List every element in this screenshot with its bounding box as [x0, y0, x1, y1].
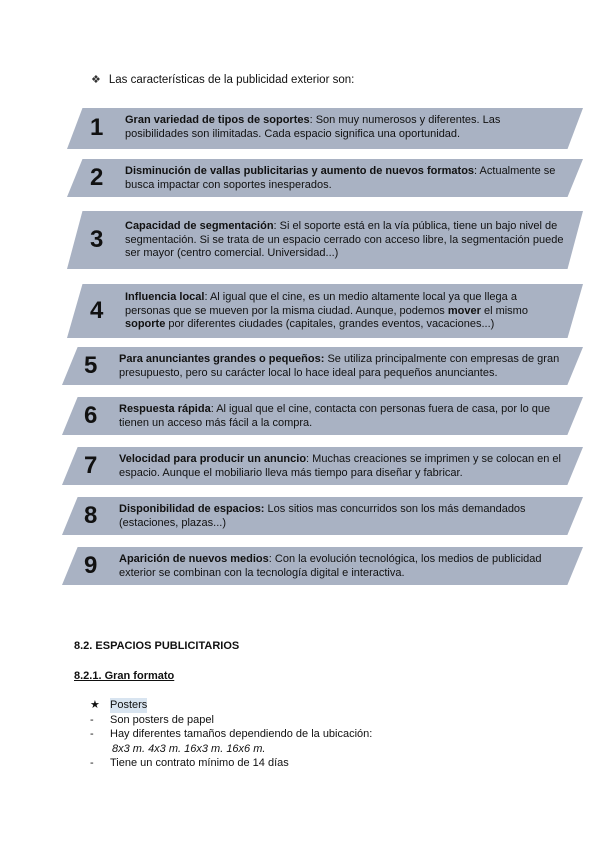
- feature-text-7: Velocidad para producir un anuncio: Muchas creaciones se imprimen y se colocan en el espacio. Aunque el mobiliario lleva más tiempo para diseñar y fabricar.: [119, 453, 561, 479]
- star-icon: ★: [90, 699, 100, 711]
- feature-number-5: 5: [84, 352, 98, 379]
- dash-bullet: -: [90, 757, 94, 769]
- feature-text-2: Disminución de vallas publicitarias y aumento de nuevos formatos: Actualmente se busca impactar con soportes inesperados.: [125, 165, 556, 191]
- subsection-title: 8.2.1. Gran formato: [74, 670, 175, 682]
- intro-text: Las características de la publicidad exterior son:: [108, 73, 355, 86]
- feature-text-1: Gran variedad de tipos de soportes: Son muy numerosos y diferentes. Las posibilidades son ilimitadas. Cada espacio significa una oportunidad.: [125, 114, 501, 140]
- feature-title-4: Influencia local: [125, 291, 205, 303]
- feature-number-4: 4: [90, 297, 104, 324]
- list-item: [90, 713, 372, 728]
- feature-number-8: 8: [84, 502, 98, 529]
- feature-text-6: Respuesta rápida: Al igual que el cine, contacta con personas fuera de casa, por lo que tienen un acceso más fácil a la compra.: [119, 403, 551, 429]
- diamond-bullet-icon: ❖: [91, 74, 101, 86]
- dash-bullet: -: [90, 728, 94, 740]
- list-item: [90, 698, 372, 713]
- intro-line: [91, 73, 354, 86]
- feature-number-2: 2: [90, 164, 104, 191]
- list-item: [90, 756, 372, 771]
- feature-title-6: Respuesta rápida: [119, 403, 211, 415]
- list-item: [90, 727, 372, 742]
- feature-number-6: 6: [84, 402, 98, 429]
- feature-number-3: 3: [90, 226, 104, 253]
- feature-title-1: Gran variedad de tipos de soportes: [125, 114, 310, 126]
- list-line: Hay diferentes tamaños dependiendo de la ubicación:: [110, 728, 373, 740]
- feature-number-1: 1: [90, 114, 104, 141]
- feature-text-5: Para anunciantes grandes o pequeños: Se utiliza principalmente con empresas de gran presupuesto, pero su carácter local lo hace ideal para pequeños anunciantes.: [119, 353, 560, 379]
- list-line: Son posters de papel: [110, 713, 214, 726]
- posters-list: [90, 698, 372, 771]
- feature-text-9: Aparición de nuevos medios: Con la evolución tecnológica, los medios de publicidad exterior se combinan con la tecnología digital e interactiva.: [119, 553, 542, 579]
- feature-title-3: Capacidad de segmentación: [125, 220, 274, 232]
- feature-text-4: Influencia local: Al igual que el cine, es un medio altamente local ya que llega a personas que se mueven por la misma ciudad. Aunque, podemos mover el mismo soporte por diferentes ciudades (capitales, grandes eventos, vacaciones...): [125, 291, 528, 331]
- dash-bullet: -: [90, 713, 94, 726]
- feature-title-2: Disminución de vallas publicitarias y aumento de nuevos formatos: [125, 165, 475, 177]
- feature-text-8: Disponibilidad de espacios: Los sitios mas concurridos son los más demandados (estaciones, plazas...): [119, 503, 526, 529]
- feature-title-9: Aparición de nuevos medios: [119, 553, 269, 565]
- feature-number-7: 7: [84, 452, 98, 479]
- feature-title-7: Velocidad para producir un anuncio: [119, 453, 307, 465]
- section-title: 8.2. ESPACIOS PUBLICITARIOS: [74, 640, 240, 652]
- feature-text-3: Capacidad de segmentación: Si el soporte está en la vía pública, tiene un bajo nivel de segmentación. Si se trata de un espacio cerrado con acceso libre, la segmentación puede ser mayor (centro comercial. Universidad...): [125, 220, 564, 260]
- list-line: Tiene un contrato mínimo de 14 días: [110, 757, 289, 769]
- feature-title-5: Para anunciantes grandes o pequeños:: [119, 353, 325, 365]
- feature-number-9: 9: [84, 552, 98, 579]
- sizes-line: 8x3 m. 4x3 m. 16x3 m. 16x6 m.: [112, 742, 266, 755]
- list-heading: Posters: [110, 699, 148, 711]
- feature-title-8: Disponibilidad de espacios:: [119, 503, 265, 515]
